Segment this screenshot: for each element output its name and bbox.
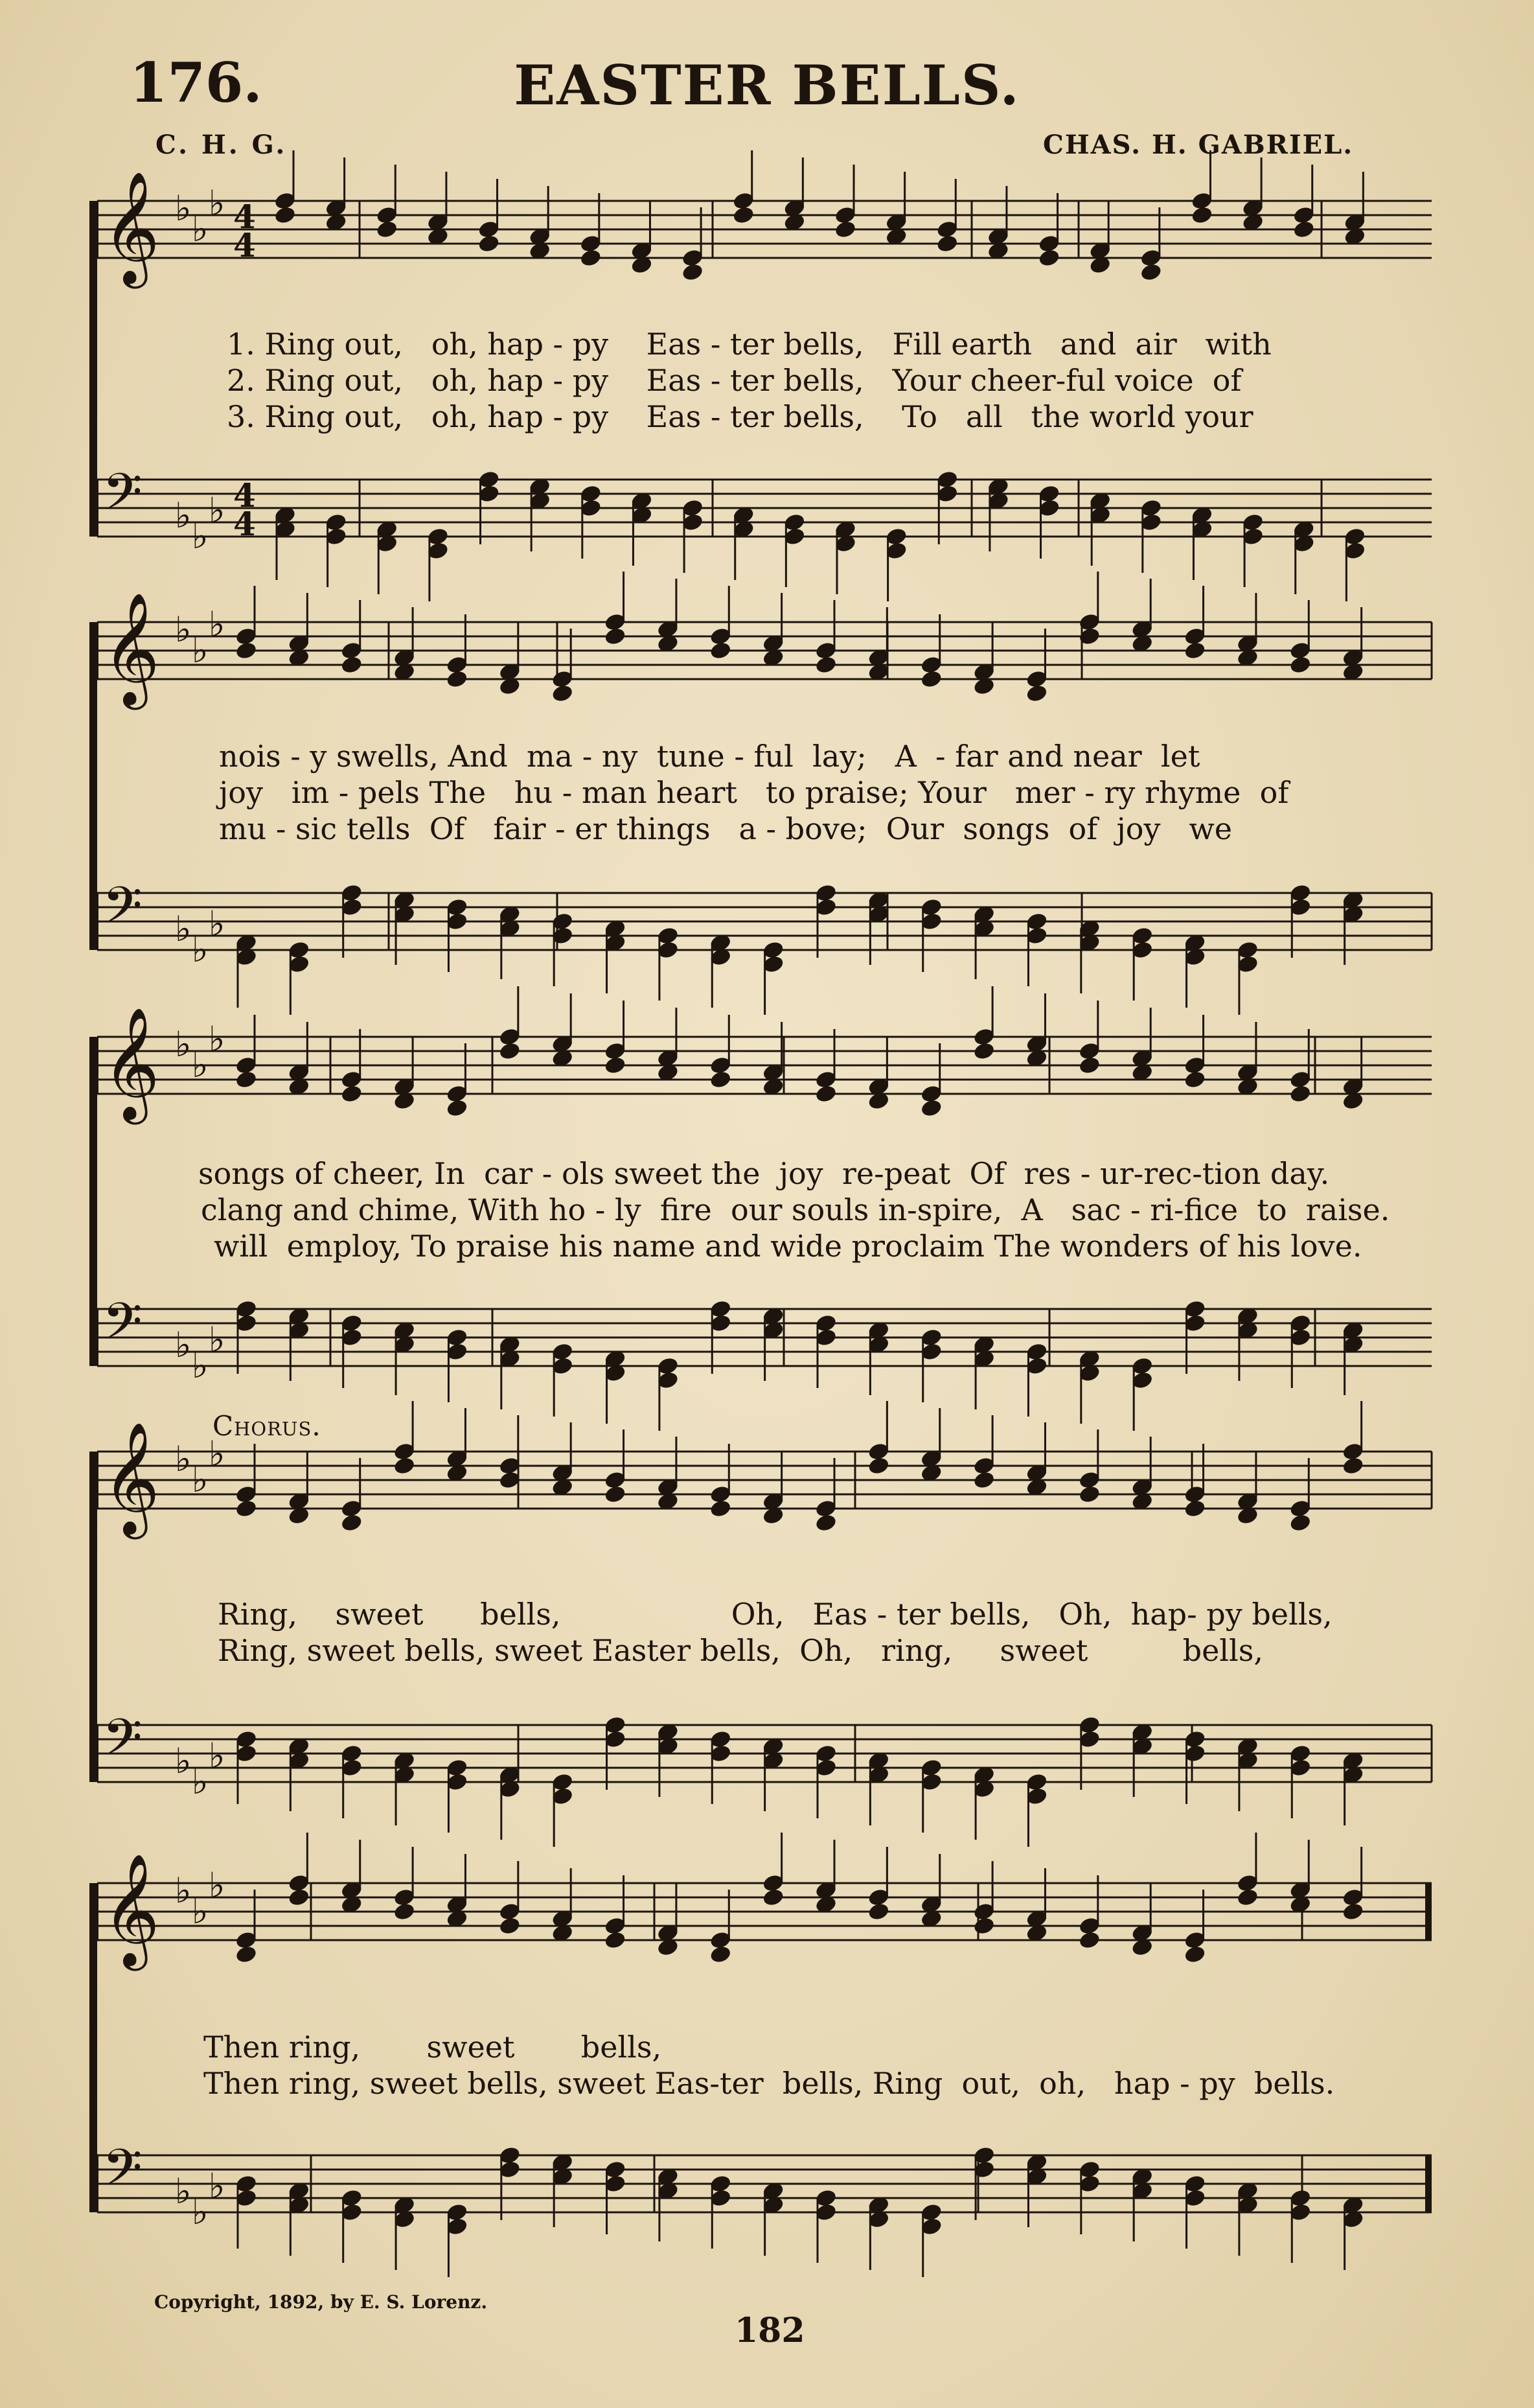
flat-icon: ♭ [175,495,192,536]
flat-icon: ♭ [209,2166,225,2206]
flat-icon: ♭ [192,929,209,970]
lyric-line: 1. Ring out, oh, hap - py Eas - ter bells, Fill earth and air with [227,327,1272,362]
notehead [709,1945,732,1965]
notehead [1078,1056,1101,1076]
notehead [477,234,501,254]
notehead [920,1098,943,1118]
lyric-line: joy im - pels The hu - man heart to praise; Your mer - ry rhyme of [219,775,1289,810]
notehead [1184,1499,1207,1519]
flat-icon: ♭ [175,1870,192,1911]
notehead [273,205,297,226]
flat-icon: ♭ [175,188,192,229]
lyric-line: Ring, sweet bells, Oh, Eas - ter bells, Oh, hap- py bells, [218,1597,1333,1632]
notehead [709,1499,732,1519]
treble-clef-icon: 𝄞 [102,592,160,705]
notehead [1342,1902,1365,1922]
notehead [235,1945,258,1965]
lyric-line: Ring, sweet bells, sweet Easter bells, Oh, ring, sweet bells, [218,1633,1263,1668]
flat-icon: ♭ [192,516,209,557]
notehead [709,1070,732,1090]
bass-clef-icon: 𝄢 [102,1708,143,1780]
flat-icon: ♭ [192,2192,209,2232]
notehead [446,669,469,689]
final-barline [1425,1883,1432,1940]
hymn-number: 176. [130,51,262,115]
notehead [340,1084,363,1104]
notehead [1292,220,1316,240]
notehead [446,1098,469,1118]
notehead [235,1499,258,1519]
notehead [732,205,755,226]
notehead [498,1916,521,1936]
notehead [579,248,602,268]
notehead [551,684,574,704]
notehead [834,220,857,240]
notehead [1184,641,1207,661]
lyric-line: nois - y swells, And ma - ny tune - ful lay; A - far and near let [219,739,1200,774]
flat-icon: ♭ [192,630,209,671]
notehead [972,1470,996,1490]
flat-icon: ♭ [209,183,225,224]
time-signature-digit: 4 [233,476,256,515]
flat-icon: ♭ [192,1891,209,1932]
copyright-notice: Copyright, 1892, by E. S. Lorenz. [154,2291,488,2313]
time-signature-digit: 4 [233,505,256,543]
notehead [1184,1070,1207,1090]
notehead [1288,1513,1312,1533]
flat-icon: ♭ [192,1459,209,1500]
lyric-line: will employ, To praise his name and wide proclaim The wonders of his love. [214,1229,1362,1264]
chorus-label: Chorus. [212,1410,321,1442]
notehead [498,1041,521,1061]
flat-icon: ♭ [209,1019,225,1059]
notehead [972,1041,996,1061]
notehead [1078,1485,1101,1505]
treble-clef-icon: 𝄞 [102,1853,160,1966]
notehead [762,1888,785,1908]
final-barline [1425,2155,1432,2212]
bass-clef-icon: 𝄢 [102,462,143,535]
bass-clef-icon: 𝄢 [102,875,143,948]
notehead [867,1902,891,1922]
notehead [709,641,732,661]
flat-icon: ♭ [209,1735,225,1776]
notehead [814,1513,838,1533]
hymn-title: EASTER BELLS. [514,53,1020,117]
notehead [340,1513,363,1533]
treble-clef-icon: 𝄞 [102,1007,160,1120]
notehead [814,655,838,675]
notehead [393,1456,416,1476]
lyric-line: 2. Ring out, oh, hap - py Eas - ter bells, Your cheer-ful voice of [227,363,1242,398]
notehead [935,234,959,254]
flat-icon: ♭ [175,909,192,949]
flat-icon: ♭ [175,609,192,650]
notehead [681,262,704,283]
flat-icon: ♭ [209,1319,225,1360]
notehead [814,1084,838,1104]
treble-clef-icon: 𝄞 [102,1422,160,1534]
lyric-line: songs of cheer, In car - ols sweet the joy re-peat Of res - ur-rec-tion day. [198,1156,1330,1191]
flat-icon: ♭ [192,209,209,249]
notehead [972,1916,996,1936]
flat-icon: ♭ [209,604,225,645]
notehead [1288,1084,1312,1104]
notehead [235,641,258,661]
flat-icon: ♭ [209,903,225,944]
composer-credit: CHAS. H. GABRIEL. [1043,130,1354,160]
lyric-line: Then ring, sweet bells, sweet Eas-ter bells, Ring out, oh, hap - py bells. [203,2066,1335,2101]
notehead [340,655,363,675]
flat-icon: ♭ [175,1325,192,1365]
time-signature-digit: 4 [233,226,256,264]
notehead [920,669,943,689]
lyric-line: 3. Ring out, oh, hap - py Eas - ter bells, To all the world your [227,399,1254,434]
notehead [1139,262,1163,283]
flat-icon: ♭ [209,1865,225,1906]
notehead [393,1902,416,1922]
flat-icon: ♭ [175,1439,192,1479]
notehead [375,220,398,240]
notehead [288,1888,311,1908]
notehead [235,1070,258,1090]
time-signature-digit: 4 [233,198,256,236]
notehead [1038,248,1061,268]
treble-clef-icon: 𝄞 [102,171,160,284]
flat-icon: ♭ [175,2171,192,2212]
flat-icon: ♭ [209,490,225,531]
notehead [1288,655,1312,675]
lyric-line: Then ring, sweet bells, [203,2030,662,2065]
lyric-line: mu - sic tells Of fair - er things a - bove; Our songs of joy we [219,811,1232,846]
notehead [1078,1930,1101,1951]
bass-clef-icon: 𝄢 [102,1291,143,1364]
notehead [604,627,627,647]
notehead [604,1056,627,1076]
notehead [1025,684,1049,704]
flat-icon: ♭ [175,1741,192,1781]
notehead [604,1930,627,1951]
lyricist-credit: C. H. G. [155,130,288,160]
notehead [867,1456,891,1476]
page-number: 182 [735,2311,805,2350]
flat-icon: ♭ [175,1024,192,1065]
flat-icon: ♭ [192,1761,209,1802]
flat-icon: ♭ [209,1433,225,1474]
flat-icon: ♭ [192,1045,209,1085]
flat-icon: ♭ [192,1345,209,1386]
notehead [1191,205,1214,226]
notehead [604,1485,627,1505]
lyric-line: clang and chime, With ho - ly fire our souls in-spire, A sac - ri-fice to raise. [201,1192,1390,1227]
notehead [1342,1456,1365,1476]
bass-clef-icon: 𝄢 [102,2138,143,2210]
notehead [1184,1945,1207,1965]
notehead [1236,1888,1259,1908]
